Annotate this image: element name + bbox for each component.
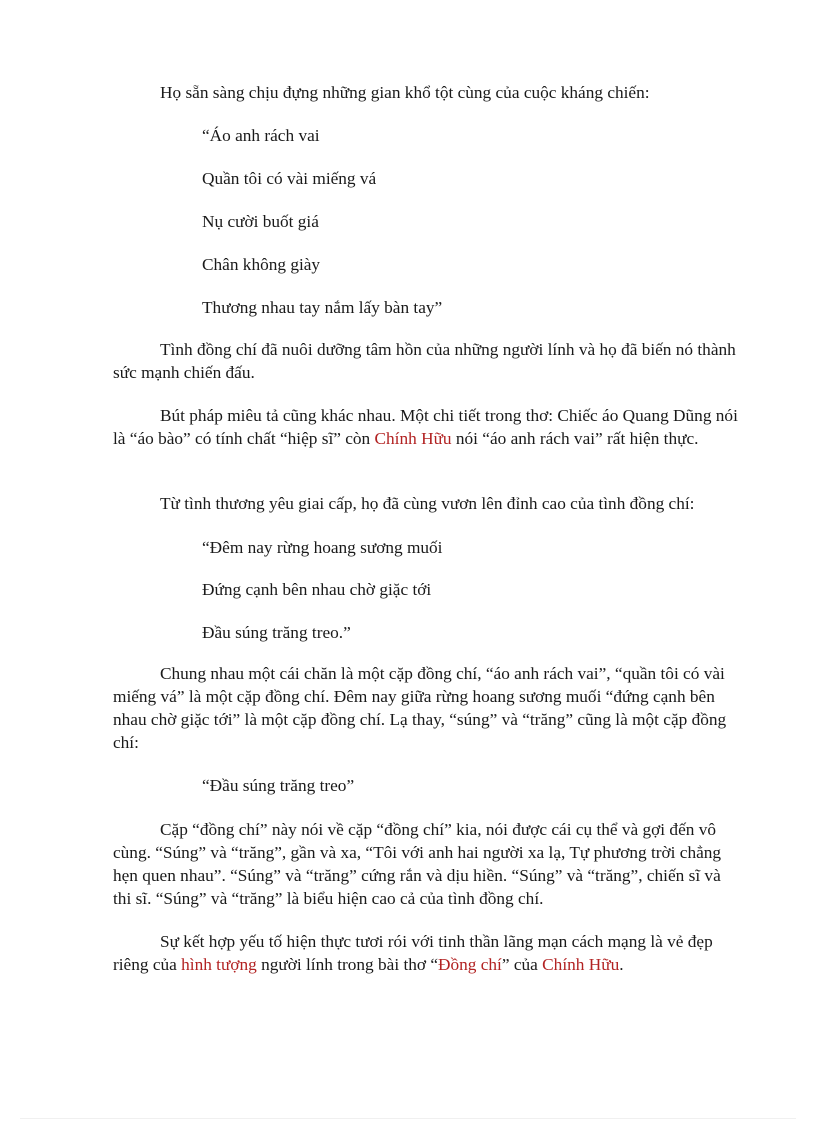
verse-line: Đầu súng trăng treo.” <box>202 623 351 642</box>
verse-line: “Đầu súng trăng treo” <box>202 776 355 795</box>
verse-line: Chân không giày <box>202 255 321 274</box>
paragraph-3-text-a: Bút pháp miêu tả cũng khác nhau. Một chi tiết trong thơ: Chiếc áo Quang Dũng nói là “áo bào” có tính chất “hiệp sĩ” còn <box>113 406 738 448</box>
paragraph-7-text-g: . <box>619 955 624 974</box>
paragraph-6: Cặp “đồng chí” này nói về cặp “đồng chí” kia, nói được cái cụ thể và gợi đến vô cùng. “Súng” và “trăng”, gần và xa, “Tôi với anh hai người xa lạ, Tự phương trời chẳng hẹn quen nhau”. “Súng” và “trăng” cứng rắn và dịu hiền. “Súng” và “trăng”, chiến sĩ và thi sĩ. “Súng” và “trăng” là biểu hiện cao cả của tình đồng chí. <box>113 820 722 908</box>
verse-line: “Đêm nay rừng hoang sương muối <box>202 538 443 557</box>
paragraph-7-text-c: người lính trong bài thơ “ <box>256 955 439 974</box>
verse-line: Đứng cạnh bên nhau chờ giặc tới <box>202 580 432 599</box>
verse-line: Quần tôi có vài miếng vá <box>202 169 377 188</box>
paragraph-7 <box>113 930 743 976</box>
paragraph-4: Từ tình thương yêu giai cấp, họ đã cùng vươn lên đỉnh cao của tình đồng chí: <box>160 494 695 513</box>
term-link[interactable]: hình tượng <box>181 955 257 974</box>
paragraph-3-text-c: nói “áo anh rách vai” rất hiện thực. <box>451 429 699 448</box>
author-name-link[interactable]: Chính Hữu <box>542 955 620 974</box>
poem-title-link[interactable]: Đồng chí <box>438 955 502 974</box>
verse-line: “Áo anh rách vai <box>202 126 320 145</box>
paragraph-2: Tình đồng chí đã nuôi dưỡng tâm hồn của những người lính và họ đã biến nó thành sức mạnh chiến đấu. <box>113 340 736 382</box>
paragraph-7-text-a: Sự kết hợp yếu tố hiện thực tươi rói với tinh thần lãng mạn cách mạng là vẻ đẹp riêng của <box>113 932 713 974</box>
paragraph-7-text-e: ” của <box>501 955 543 974</box>
page-bottom-divider <box>20 1118 796 1119</box>
paragraph-3 <box>113 404 743 450</box>
verse-line: Thương nhau tay nắm lấy bàn tay” <box>202 298 443 317</box>
author-name-link[interactable]: Chính Hữu <box>374 429 452 448</box>
paragraph-1: Họ sẵn sàng chịu đựng những gian khổ tột cùng của cuộc kháng chiến: <box>160 83 650 102</box>
paragraph-5: Chung nhau một cái chăn là một cặp đồng chí, “áo anh rách vai”, “quần tôi có vài miếng vá” là một cặp đồng chí. Đêm nay giữa rừng hoang sương muối “đứng cạnh bên nhau chờ giặc tới” là một cặp đồng chí. Lạ thay, “súng” và “trăng” cũng là một cặp đồng chí: <box>113 664 727 752</box>
verse-line: Nụ cười buốt giá <box>202 212 319 231</box>
